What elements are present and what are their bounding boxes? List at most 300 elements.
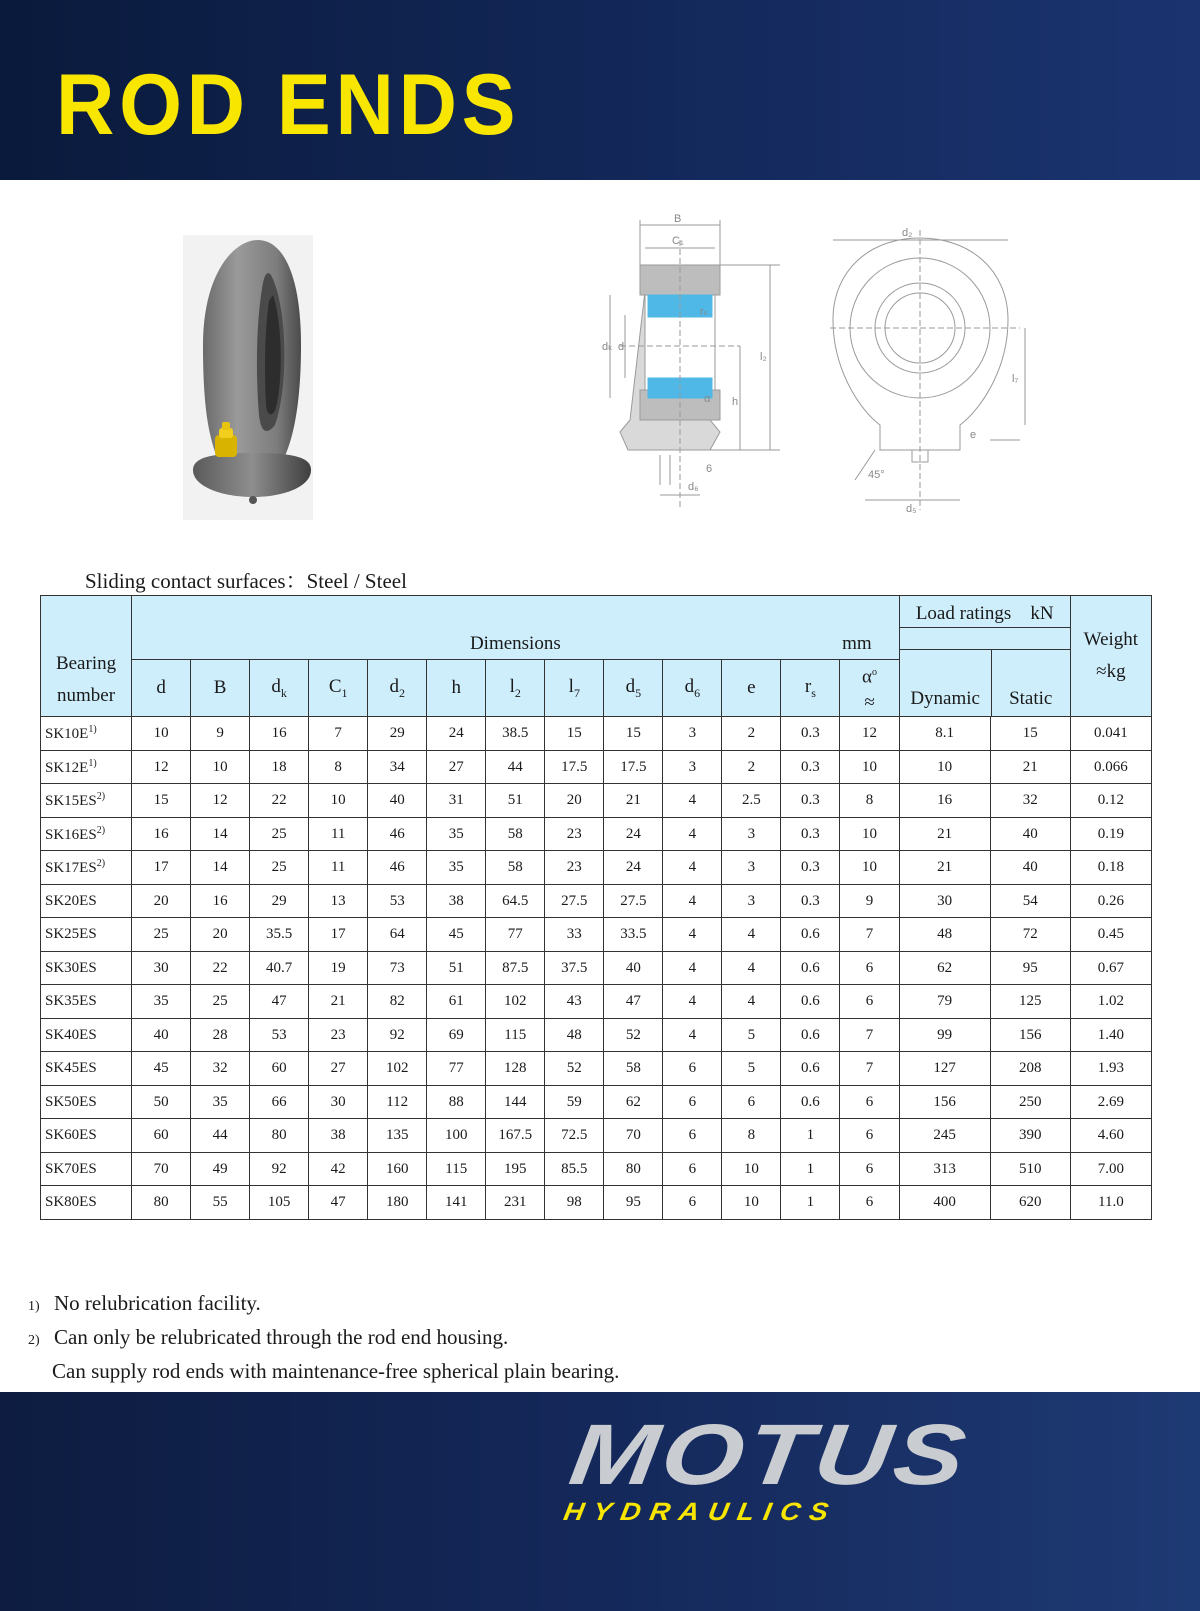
table-cell: 1 bbox=[781, 1186, 840, 1220]
table-cell: 4 bbox=[663, 884, 722, 918]
table-cell: 144 bbox=[486, 1085, 545, 1119]
table-cell: 10 bbox=[840, 750, 899, 784]
sliding-surfaces-caption bbox=[85, 565, 407, 595]
table-cell: 23 bbox=[309, 1018, 368, 1052]
table-cell: 21 bbox=[899, 817, 990, 851]
table-cell: 8.1 bbox=[899, 717, 990, 751]
table-cell: 24 bbox=[427, 717, 486, 751]
table-cell: 156 bbox=[899, 1085, 990, 1119]
table-cell: 29 bbox=[368, 717, 427, 751]
table-cell: 35 bbox=[132, 985, 191, 1019]
table-cell: 1 bbox=[781, 1119, 840, 1153]
table-cell: 6 bbox=[663, 1152, 722, 1186]
table-cell: 0.45 bbox=[1070, 918, 1151, 952]
table-cell: 6 bbox=[840, 1152, 899, 1186]
table-cell: 11.0 bbox=[1070, 1186, 1151, 1220]
table-cell: 17 bbox=[132, 851, 191, 885]
table-cell: 0.19 bbox=[1070, 817, 1151, 851]
header-e: e bbox=[722, 660, 781, 717]
table-cell: 15 bbox=[132, 784, 191, 818]
table-cell: 0.066 bbox=[1070, 750, 1151, 784]
table-cell: 231 bbox=[486, 1186, 545, 1220]
table-cell: 6 bbox=[840, 1085, 899, 1119]
table-cell: 195 bbox=[486, 1152, 545, 1186]
table-cell: 20 bbox=[132, 884, 191, 918]
table-cell: 25 bbox=[250, 817, 309, 851]
bearing-number-cell: SK70ES bbox=[41, 1152, 132, 1186]
rod-ends-table bbox=[40, 595, 1152, 1220]
dim-label-l7: l₇ bbox=[1012, 373, 1019, 385]
table-cell: 80 bbox=[604, 1152, 663, 1186]
sliding-surfaces-value: Steel / Steel bbox=[306, 569, 407, 593]
header-d6: $d_6$ bbox=[663, 660, 722, 717]
table-row bbox=[41, 1119, 1152, 1153]
dim-label-alpha: α bbox=[704, 393, 711, 405]
table-cell: 7 bbox=[309, 717, 368, 751]
table-row bbox=[41, 750, 1152, 784]
table-cell: 51 bbox=[486, 784, 545, 818]
header-B: B bbox=[191, 660, 250, 717]
header-l7: $l_7$ bbox=[545, 660, 604, 717]
table-cell: 3 bbox=[722, 884, 781, 918]
header-dynamic: Dynamic bbox=[900, 650, 992, 716]
table-row bbox=[41, 951, 1152, 985]
rod-end-photo bbox=[183, 235, 313, 520]
table-cell: 52 bbox=[545, 1052, 604, 1086]
table-cell: 29 bbox=[250, 884, 309, 918]
dim-label-d6: d₆ bbox=[688, 481, 699, 493]
table-cell: 40.7 bbox=[250, 951, 309, 985]
table-cell: 390 bbox=[990, 1119, 1070, 1153]
table-cell: 25 bbox=[191, 985, 250, 1019]
table-cell: 135 bbox=[368, 1119, 427, 1153]
table-cell: 95 bbox=[990, 951, 1070, 985]
table-cell: 0.26 bbox=[1070, 884, 1151, 918]
table-cell: 2.69 bbox=[1070, 1085, 1151, 1119]
table-cell: 1 bbox=[781, 1152, 840, 1186]
table-cell: 0.6 bbox=[781, 1018, 840, 1052]
table-cell: 0.6 bbox=[781, 985, 840, 1019]
brand-logo: MOTUS bbox=[564, 1407, 975, 1503]
header-d: d bbox=[132, 660, 191, 717]
table-cell: 0.67 bbox=[1070, 951, 1151, 985]
table-cell: 62 bbox=[899, 951, 990, 985]
table-cell: 99 bbox=[899, 1018, 990, 1052]
table-row bbox=[41, 784, 1152, 818]
dim-label-dk: dₖ bbox=[602, 341, 613, 353]
table-cell: 58 bbox=[604, 1052, 663, 1086]
table-cell: 0.3 bbox=[781, 884, 840, 918]
table-cell: 313 bbox=[899, 1152, 990, 1186]
bearing-number-cell: SK16ES$^{2)}$ bbox=[41, 817, 132, 851]
table-row bbox=[41, 1018, 1152, 1052]
table-cell: 160 bbox=[368, 1152, 427, 1186]
table-cell: 43 bbox=[545, 985, 604, 1019]
table-cell: 115 bbox=[427, 1152, 486, 1186]
table-cell: 6 bbox=[663, 1186, 722, 1220]
table-cell: 40 bbox=[132, 1018, 191, 1052]
table-cell: 6 bbox=[840, 1186, 899, 1220]
table-cell: 10 bbox=[132, 717, 191, 751]
table-cell: 62 bbox=[604, 1085, 663, 1119]
table-cell: 80 bbox=[250, 1119, 309, 1153]
table-cell: 30 bbox=[309, 1085, 368, 1119]
table-cell: 4 bbox=[722, 918, 781, 952]
table-cell: 9 bbox=[191, 717, 250, 751]
table-cell: 14 bbox=[191, 851, 250, 885]
table-cell: 66 bbox=[250, 1085, 309, 1119]
bearing-number-cell: SK30ES bbox=[41, 951, 132, 985]
table-cell: 21 bbox=[309, 985, 368, 1019]
table-cell: 5 bbox=[722, 1018, 781, 1052]
table-cell: 10 bbox=[840, 851, 899, 885]
table-cell: 46 bbox=[368, 817, 427, 851]
table-cell: 47 bbox=[604, 985, 663, 1019]
table-cell: 7.00 bbox=[1070, 1152, 1151, 1186]
table-cell: 0.3 bbox=[781, 750, 840, 784]
table-cell: 0.3 bbox=[781, 817, 840, 851]
table-cell: 14 bbox=[191, 817, 250, 851]
footnote-1: 1) No relubrication facility. bbox=[28, 1291, 261, 1315]
table-cell: 80 bbox=[132, 1186, 191, 1220]
table-cell: 102 bbox=[486, 985, 545, 1019]
table-cell: 15 bbox=[604, 717, 663, 751]
table-cell: 27.5 bbox=[604, 884, 663, 918]
table-cell: 4 bbox=[663, 985, 722, 1019]
table-row bbox=[41, 1186, 1152, 1220]
table-cell: 69 bbox=[427, 1018, 486, 1052]
table-cell: 50 bbox=[132, 1085, 191, 1119]
table-cell: 53 bbox=[250, 1018, 309, 1052]
dim-label-l6: 6 bbox=[706, 463, 713, 475]
table-cell: 48 bbox=[545, 1018, 604, 1052]
table-cell: 0.3 bbox=[781, 851, 840, 885]
table-cell: 18 bbox=[250, 750, 309, 784]
dim-label-h: h bbox=[732, 396, 739, 408]
bearing-number-cell: SK40ES bbox=[41, 1018, 132, 1052]
table-row bbox=[41, 851, 1152, 885]
table-row bbox=[41, 1085, 1152, 1119]
table-cell: 32 bbox=[191, 1052, 250, 1086]
table-cell: 112 bbox=[368, 1085, 427, 1119]
bearing-number-cell: SK17ES$^{2)}$ bbox=[41, 851, 132, 885]
table-cell: 33.5 bbox=[604, 918, 663, 952]
table-cell: 82 bbox=[368, 985, 427, 1019]
table-cell: 167.5 bbox=[486, 1119, 545, 1153]
table-cell: 4 bbox=[722, 985, 781, 1019]
table-cell: 0.041 bbox=[1070, 717, 1151, 751]
table-cell: 100 bbox=[427, 1119, 486, 1153]
table-cell: 47 bbox=[250, 985, 309, 1019]
table-cell: 95 bbox=[604, 1186, 663, 1220]
table-cell: 87.5 bbox=[486, 951, 545, 985]
table-cell: 400 bbox=[899, 1186, 990, 1220]
dim-label-C1: C₁ bbox=[672, 235, 684, 247]
table-cell: 12 bbox=[191, 784, 250, 818]
table-cell: 0.12 bbox=[1070, 784, 1151, 818]
table-cell: 6 bbox=[663, 1085, 722, 1119]
bearing-number-cell: SK20ES bbox=[41, 884, 132, 918]
table-cell: 64.5 bbox=[486, 884, 545, 918]
table-cell: 4.60 bbox=[1070, 1119, 1151, 1153]
table-cell: 23 bbox=[545, 851, 604, 885]
dim-label-e: e bbox=[970, 429, 977, 441]
header-d5: $d_5$ bbox=[604, 660, 663, 717]
table-cell: 6 bbox=[663, 1052, 722, 1086]
table-cell: 40 bbox=[990, 851, 1070, 885]
table-cell: 48 bbox=[899, 918, 990, 952]
table-cell: 16 bbox=[250, 717, 309, 751]
table-cell: 8 bbox=[309, 750, 368, 784]
sliding-surfaces-label: Sliding contact surfaces： bbox=[85, 569, 307, 593]
table-cell: 6 bbox=[840, 985, 899, 1019]
table-cell: 21 bbox=[990, 750, 1070, 784]
header-d2: $d_2$ bbox=[368, 660, 427, 717]
table-cell: 92 bbox=[250, 1152, 309, 1186]
table-cell: 0.6 bbox=[781, 918, 840, 952]
table-cell: 34 bbox=[368, 750, 427, 784]
table-cell: 115 bbox=[486, 1018, 545, 1052]
table-cell: 38.5 bbox=[486, 717, 545, 751]
table-cell: 13 bbox=[309, 884, 368, 918]
table-cell: 5 bbox=[722, 1052, 781, 1086]
table-cell: 72 bbox=[990, 918, 1070, 952]
table-cell: 77 bbox=[427, 1052, 486, 1086]
table-cell: 59 bbox=[545, 1085, 604, 1119]
table-cell: 58 bbox=[486, 817, 545, 851]
header-weight: Weight ≈kg bbox=[1070, 596, 1151, 717]
header-h: h bbox=[427, 660, 486, 717]
table-cell: 10 bbox=[191, 750, 250, 784]
table-cell: 60 bbox=[132, 1119, 191, 1153]
table-cell: 53 bbox=[368, 884, 427, 918]
table-cell: 72.5 bbox=[545, 1119, 604, 1153]
table-cell: 8 bbox=[722, 1119, 781, 1153]
table-cell: 37.5 bbox=[545, 951, 604, 985]
table-cell: 1.93 bbox=[1070, 1052, 1151, 1086]
table-cell: 2 bbox=[722, 750, 781, 784]
dim-label-d: d bbox=[618, 341, 625, 353]
table-cell: 46 bbox=[368, 851, 427, 885]
table-cell: 12 bbox=[840, 717, 899, 751]
table-cell: 92 bbox=[368, 1018, 427, 1052]
page-title: ROD ENDS bbox=[56, 57, 521, 153]
table-cell: 35 bbox=[191, 1085, 250, 1119]
table-cell: 10 bbox=[309, 784, 368, 818]
bearing-number-cell: $SK12E^{1)}$ bbox=[41, 750, 132, 784]
table-cell: 23 bbox=[545, 817, 604, 851]
table-cell: 58 bbox=[486, 851, 545, 885]
table-cell: 1.02 bbox=[1070, 985, 1151, 1019]
table-cell: 54 bbox=[990, 884, 1070, 918]
table-cell: 3 bbox=[663, 750, 722, 784]
table-cell: 127 bbox=[899, 1052, 990, 1086]
table-body bbox=[41, 717, 1152, 1220]
table-cell: 35 bbox=[427, 817, 486, 851]
header-C1: $C_1$ bbox=[309, 660, 368, 717]
table-cell: 0.18 bbox=[1070, 851, 1151, 885]
table-cell: 7 bbox=[840, 1052, 899, 1086]
table-cell: 10 bbox=[899, 750, 990, 784]
table-cell: 141 bbox=[427, 1186, 486, 1220]
table-cell: 33 bbox=[545, 918, 604, 952]
table-cell: 35.5 bbox=[250, 918, 309, 952]
table-cell: 52 bbox=[604, 1018, 663, 1052]
table-cell: 2.5 bbox=[722, 784, 781, 818]
table-cell: 31 bbox=[427, 784, 486, 818]
table-cell: 38 bbox=[427, 884, 486, 918]
table-cell: 24 bbox=[604, 817, 663, 851]
table-cell: 45 bbox=[132, 1052, 191, 1086]
table-cell: 44 bbox=[486, 750, 545, 784]
table-cell: 4 bbox=[663, 1018, 722, 1052]
table-row bbox=[41, 918, 1152, 952]
table-cell: 6 bbox=[722, 1085, 781, 1119]
bearing-number-cell: SK50ES bbox=[41, 1085, 132, 1119]
table-cell: 21 bbox=[899, 851, 990, 885]
footnote-3: Can supply rod ends with maintenance-free spherical plain bearing. bbox=[52, 1359, 620, 1383]
table-cell: 60 bbox=[250, 1052, 309, 1086]
table-cell: 9 bbox=[840, 884, 899, 918]
table-cell: 77 bbox=[486, 918, 545, 952]
table-cell: 25 bbox=[132, 918, 191, 952]
table-cell: 3 bbox=[722, 851, 781, 885]
table-cell: 4 bbox=[663, 918, 722, 952]
table-cell: 12 bbox=[132, 750, 191, 784]
table-cell: 20 bbox=[545, 784, 604, 818]
table-cell: 45 bbox=[427, 918, 486, 952]
table-cell: 16 bbox=[899, 784, 990, 818]
table-cell: 79 bbox=[899, 985, 990, 1019]
table-cell: 208 bbox=[990, 1052, 1070, 1086]
table-cell: 7 bbox=[840, 1018, 899, 1052]
table-cell: 40 bbox=[368, 784, 427, 818]
table-cell: 88 bbox=[427, 1085, 486, 1119]
table-cell: 102 bbox=[368, 1052, 427, 1086]
table-cell: 0.3 bbox=[781, 717, 840, 751]
table-cell: 7 bbox=[840, 918, 899, 952]
footnote-2: 2) Can only be relubricated through the rod end housing. bbox=[28, 1325, 509, 1349]
table-cell: 15 bbox=[545, 717, 604, 751]
table-cell: 4 bbox=[722, 951, 781, 985]
header-static: Static bbox=[1009, 688, 1053, 710]
table-cell: 125 bbox=[990, 985, 1070, 1019]
bearing-number-cell: SK15ES$^{2)}$ bbox=[41, 784, 132, 818]
table-cell: 40 bbox=[990, 817, 1070, 851]
table-cell: 620 bbox=[990, 1186, 1070, 1220]
header-dk: $d_k$ bbox=[250, 660, 309, 717]
table-row bbox=[41, 1152, 1152, 1186]
table-cell: 128 bbox=[486, 1052, 545, 1086]
table-cell: 30 bbox=[899, 884, 990, 918]
table-cell: 15 bbox=[990, 717, 1070, 751]
table-cell: 10 bbox=[722, 1152, 781, 1186]
table-cell: 245 bbox=[899, 1119, 990, 1153]
table-cell: 27.5 bbox=[545, 884, 604, 918]
technical-drawing bbox=[600, 210, 1060, 525]
table-cell: 10 bbox=[722, 1186, 781, 1220]
table-cell: 38 bbox=[309, 1119, 368, 1153]
header-alpha: $\alpha^o$ ≈ bbox=[840, 660, 899, 717]
table-cell: 0.6 bbox=[781, 1052, 840, 1086]
table-cell: 0.6 bbox=[781, 1085, 840, 1119]
table-cell: 11 bbox=[309, 817, 368, 851]
table-cell: 55 bbox=[191, 1186, 250, 1220]
brand-tagline: HYDRAULICS bbox=[561, 1498, 840, 1526]
table-cell: 25 bbox=[250, 851, 309, 885]
dim-label-l2: l₂ bbox=[760, 351, 767, 363]
table-cell: 16 bbox=[132, 817, 191, 851]
header-rs: $r_s$ bbox=[781, 660, 840, 717]
table-cell: 51 bbox=[427, 951, 486, 985]
table-cell: 85.5 bbox=[545, 1152, 604, 1186]
table-cell: 17.5 bbox=[545, 750, 604, 784]
table-cell: 250 bbox=[990, 1085, 1070, 1119]
table-cell: 6 bbox=[663, 1119, 722, 1153]
table-cell: 24 bbox=[604, 851, 663, 885]
table-cell: 6 bbox=[840, 951, 899, 985]
table-cell: 47 bbox=[309, 1186, 368, 1220]
table-cell: 27 bbox=[309, 1052, 368, 1086]
table-cell: 61 bbox=[427, 985, 486, 1019]
table-cell: 4 bbox=[663, 817, 722, 851]
table-cell: 4 bbox=[663, 851, 722, 885]
table-row bbox=[41, 717, 1152, 751]
table-row bbox=[41, 884, 1152, 918]
table-cell: 64 bbox=[368, 918, 427, 952]
table-cell: 510 bbox=[990, 1152, 1070, 1186]
dim-label-B: B bbox=[674, 213, 682, 225]
bearing-number-cell: SK35ES bbox=[41, 985, 132, 1019]
table-cell: 105 bbox=[250, 1186, 309, 1220]
table-cell: 10 bbox=[840, 817, 899, 851]
table-cell: 156 bbox=[990, 1018, 1070, 1052]
header-bearing-number: Bearing number bbox=[41, 596, 132, 717]
bearing-number-cell: $SK10E^{1)}$ bbox=[41, 717, 132, 751]
table-row bbox=[41, 817, 1152, 851]
table-cell: 4 bbox=[663, 784, 722, 818]
table-cell: 22 bbox=[191, 951, 250, 985]
table-cell: 22 bbox=[250, 784, 309, 818]
table-cell: 20 bbox=[191, 918, 250, 952]
table-cell: 1.40 bbox=[1070, 1018, 1151, 1052]
table-cell: 17 bbox=[309, 918, 368, 952]
table-cell: 70 bbox=[604, 1119, 663, 1153]
table-cell: 44 bbox=[191, 1119, 250, 1153]
table-cell: 0.6 bbox=[781, 951, 840, 985]
bearing-number-cell: SK60ES bbox=[41, 1119, 132, 1153]
table-cell: 27 bbox=[427, 750, 486, 784]
bearing-number-cell: SK25ES bbox=[41, 918, 132, 952]
table-cell: 4 bbox=[663, 951, 722, 985]
dim-label-rs: rₛ bbox=[700, 306, 708, 318]
header-l2: $l_2$ bbox=[486, 660, 545, 717]
table-cell: 2 bbox=[722, 717, 781, 751]
table-cell: 17.5 bbox=[604, 750, 663, 784]
table-cell: 21 bbox=[604, 784, 663, 818]
table-cell: 3 bbox=[722, 817, 781, 851]
table-cell: 19 bbox=[309, 951, 368, 985]
table-cell: 30 bbox=[132, 951, 191, 985]
table-cell: 11 bbox=[309, 851, 368, 885]
dim-label-angle: 45° bbox=[868, 469, 885, 481]
table-cell: 3 bbox=[663, 717, 722, 751]
table-row bbox=[41, 985, 1152, 1019]
table-cell: 98 bbox=[545, 1186, 604, 1220]
bearing-number-cell: SK80ES bbox=[41, 1186, 132, 1220]
table-cell: 40 bbox=[604, 951, 663, 985]
table-cell: 42 bbox=[309, 1152, 368, 1186]
